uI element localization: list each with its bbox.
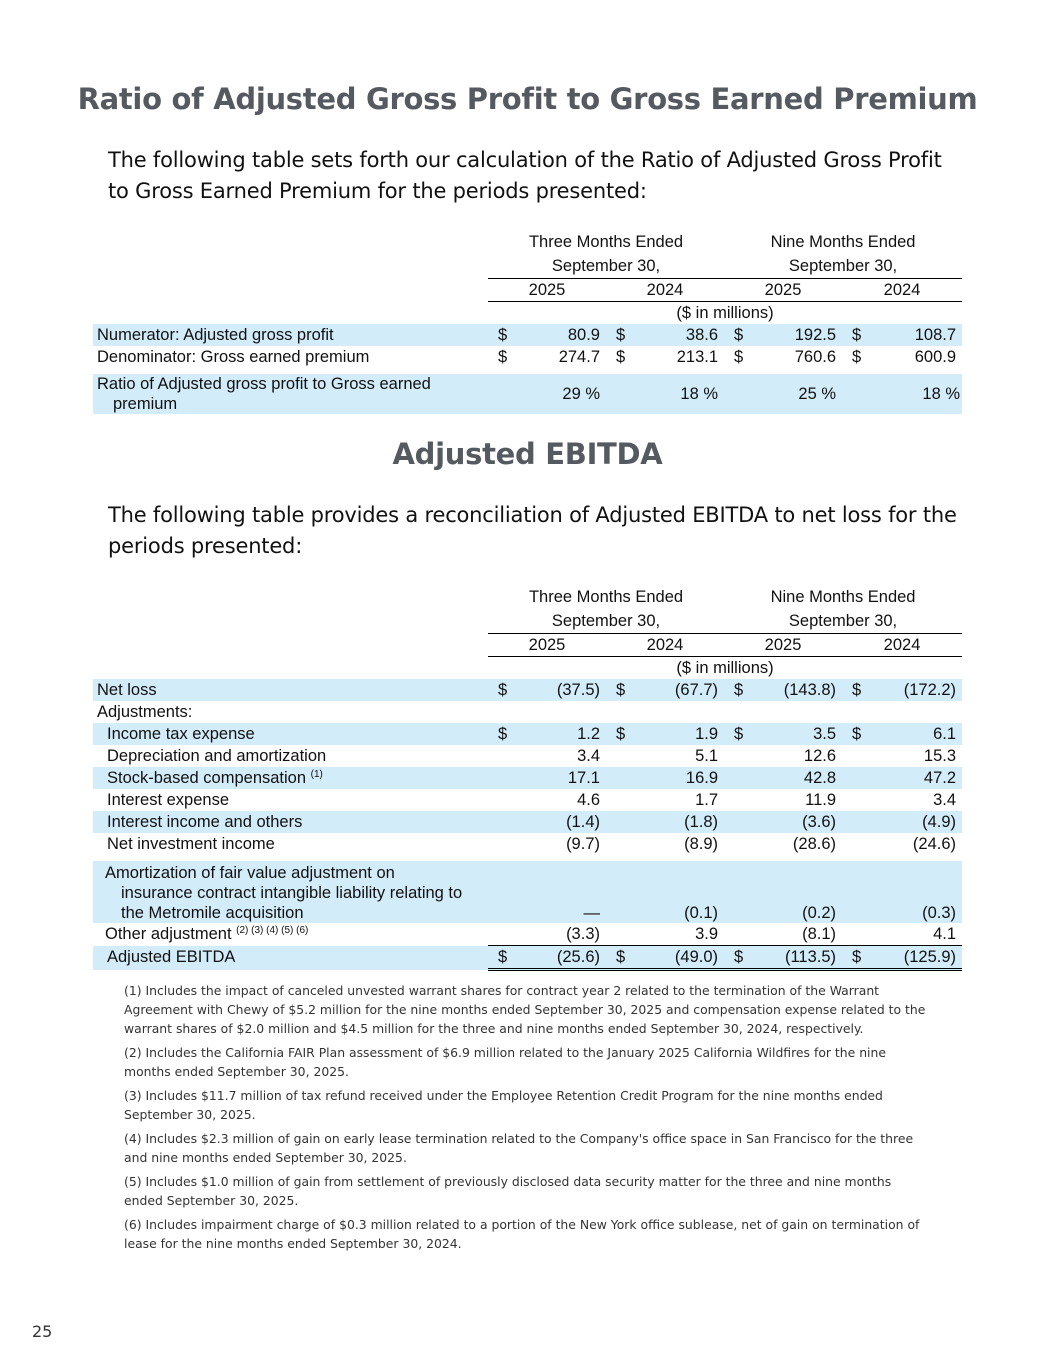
row-label: Interest income and others <box>93 811 488 833</box>
row-label <box>93 923 488 946</box>
cell-value: (3.3) <box>514 923 606 946</box>
footnote: (3) Includes $11.7 million of tax refund received under the Employee Retention Credit Program for the nine months ended September 30, 2025. <box>124 1088 883 1122</box>
row-label <box>93 374 488 414</box>
table-row <box>93 374 962 414</box>
cell-value: 25 % <box>750 374 842 414</box>
currency-symbol: $ <box>724 324 750 346</box>
footnote: (4) Includes $2.3 million of gain on early lease termination related to the Company's office space in San Francisco for the three and nine months ended September 30, 2025. <box>124 1131 914 1165</box>
header-three-months: Three Months Ended <box>528 587 684 606</box>
cell-value: 3.4 <box>577 746 600 765</box>
row-label-line: Amortization of fair value adjustment on <box>105 864 395 882</box>
currency-symbol: $ <box>724 946 750 970</box>
cell-value: (67.7) <box>632 679 724 701</box>
cell-value: 15.3 <box>923 746 957 765</box>
cell-value: 192.5 <box>750 324 842 346</box>
currency-symbol: $ <box>606 679 632 701</box>
cell-value: 600.9 <box>914 347 957 366</box>
currency-symbol: $ <box>852 347 862 366</box>
cell-value: (143.8) <box>750 679 842 701</box>
table-row <box>93 324 962 346</box>
section-title-adjusted-ebitda: Adjusted EBITDA <box>392 437 663 471</box>
currency-symbol: $ <box>842 324 868 346</box>
cell-value: 12.6 <box>803 746 837 765</box>
cell-value: 47.2 <box>868 767 962 789</box>
unit-label: ($ in millions) <box>676 303 774 322</box>
cell-value: 108.7 <box>868 324 962 346</box>
table-row <box>93 923 962 946</box>
year-header: 2024 <box>842 634 962 657</box>
cell-value: 4.6 <box>577 790 600 809</box>
header-period-end: September 30, <box>488 254 724 279</box>
row-label: Interest expense <box>107 790 229 809</box>
currency-symbol: $ <box>842 946 868 970</box>
table-row <box>93 346 962 368</box>
cell-value: (1.8) <box>632 811 724 833</box>
section-title-gross-profit-ratio: Ratio of Adjusted Gross Profit to Gross Earned Premium <box>77 82 978 116</box>
footnote: (5) Includes $1.0 million of gain from settlement of previously disclosed data security matter for the three and nine months ended September 30, 2025. <box>124 1174 892 1208</box>
cell-value: 6.1 <box>868 723 962 745</box>
cell-value: (8.1) <box>750 923 842 946</box>
row-label: Adjusted EBITDA <box>93 946 488 970</box>
gross-profit-ratio-table <box>93 230 962 414</box>
cell-value: 1.9 <box>632 723 724 745</box>
currency-symbol: $ <box>488 723 514 745</box>
header-three-months: Three Months Ended <box>528 232 684 251</box>
cell-value: 3.5 <box>750 723 842 745</box>
currency-symbol: $ <box>498 347 508 366</box>
cell-value: 42.8 <box>750 767 842 789</box>
cell-value: 11.9 <box>805 790 837 809</box>
table-row <box>93 946 962 970</box>
table-row <box>93 679 962 701</box>
row-label: Denominator: Gross earned premium <box>97 347 370 366</box>
header-nine-months: Nine Months Ended <box>770 587 916 606</box>
cell-value: 1.2 <box>514 723 606 745</box>
table-row <box>93 723 962 745</box>
row-label-line: premium <box>113 395 178 413</box>
cell-value: (4.9) <box>868 811 962 833</box>
footnote: (2) Includes the California FAIR Plan assessment of $6.9 million related to the January 2025 California Wildfires for the nine months ended September 30, 2025. <box>124 1045 886 1079</box>
currency-symbol: $ <box>842 723 868 745</box>
table-row <box>93 701 962 723</box>
currency-symbol: $ <box>606 946 632 970</box>
row-label: Net loss <box>93 679 488 701</box>
cell-value: (0.3) <box>868 861 962 923</box>
section-intro-gross-profit-ratio: The following table sets forth our calculation of the Ratio of Adjusted Gross Profit to Gross Earned Premium for the periods presented: <box>108 148 942 203</box>
row-label: Adjustments: <box>97 702 193 721</box>
currency-symbol: $ <box>488 324 514 346</box>
cell-value: (172.2) <box>868 679 962 701</box>
cell-value: 29 % <box>514 374 606 414</box>
cell-value: 16.9 <box>632 767 724 789</box>
cell-value: (0.1) <box>632 861 724 923</box>
year-header: 2025 <box>724 279 842 302</box>
cell-value: 3.4 <box>933 790 957 809</box>
year-header: 2025 <box>488 279 606 302</box>
unit-label: ($ in millions) <box>676 658 774 677</box>
currency-symbol: $ <box>842 679 868 701</box>
year-header: 2025 <box>724 634 842 657</box>
cell-value: 274.7 <box>558 347 600 366</box>
footnote-ref: (2) (3) (4) (5) (6) <box>236 924 309 936</box>
cell-value: 213.1 <box>676 347 719 366</box>
page-number: 25 <box>32 1322 53 1341</box>
cell-value: (28.6) <box>792 834 837 853</box>
table-row <box>93 767 962 789</box>
footnote-ref: (1) <box>310 768 323 780</box>
currency-symbol: $ <box>734 347 744 366</box>
cell-value: (1.4) <box>514 811 606 833</box>
adjusted-ebitda-table <box>93 585 962 971</box>
header-nine-months: Nine Months Ended <box>770 232 916 251</box>
cell-value: 18 % <box>632 374 724 414</box>
currency-symbol: $ <box>616 347 626 366</box>
cell-value: (9.7) <box>566 834 600 853</box>
row-label: Net investment income <box>107 834 275 853</box>
row-label <box>93 767 488 789</box>
header-period-end: September 30, <box>724 609 962 634</box>
cell-value: (49.0) <box>632 946 724 970</box>
row-label-line: Ratio of Adjusted gross profit to Gross earned <box>97 375 431 393</box>
currency-symbol: $ <box>724 679 750 701</box>
currency-symbol: $ <box>606 324 632 346</box>
footnote: (6) Includes impairment charge of $0.3 million related to a portion of the New York office sublease, net of gain on termination of lease for the nine months ended September 30, 2024. <box>124 1217 920 1251</box>
table-row <box>93 833 962 855</box>
row-label-text: Other adjustment <box>105 924 232 943</box>
table-row <box>93 861 962 923</box>
cell-value: (8.9) <box>684 834 719 853</box>
cell-value: 5.1 <box>695 746 719 765</box>
currency-symbol: $ <box>606 723 632 745</box>
cell-value: 1.7 <box>695 790 719 809</box>
section-intro-adjusted-ebitda: The following table provides a reconciliation of Adjusted EBITDA to net loss for the periods presented: <box>108 503 957 558</box>
footnote: (1) Includes the impact of canceled unvested warrant shares for contract year 2 related to the termination of the Warrant Agreement with Chewy of $5.2 million for the nine months ended September 30, 2025 and compensation expense related to the warrant shares of $2.0 million and $4.5 million for the three and nine months ended September 30, 2024, respectively. <box>124 983 926 1036</box>
table-row <box>93 789 962 811</box>
header-period-end: September 30, <box>488 609 724 634</box>
cell-value: 18 % <box>868 374 962 414</box>
cell-value: 4.1 <box>868 923 962 946</box>
table-row <box>93 811 962 833</box>
row-label: Numerator: Adjusted gross profit <box>93 324 488 346</box>
cell-value: (3.6) <box>750 811 842 833</box>
cell-value: — <box>514 861 606 923</box>
cell-value: (0.2) <box>750 861 842 923</box>
currency-symbol: $ <box>724 723 750 745</box>
currency-symbol: $ <box>488 946 514 970</box>
cell-value: 80.9 <box>514 324 606 346</box>
row-label-line: insurance contract intangible liability relating to <box>121 884 463 902</box>
cell-value: 3.9 <box>632 923 724 946</box>
cell-value: (37.5) <box>514 679 606 701</box>
table-row <box>93 745 962 767</box>
year-header: 2024 <box>606 279 724 302</box>
row-label-line: the Metromile acquisition <box>121 904 304 922</box>
year-header: 2025 <box>488 634 606 657</box>
cell-value: 17.1 <box>514 767 606 789</box>
year-header: 2024 <box>842 279 962 302</box>
cell-value: (125.9) <box>868 946 962 970</box>
cell-value: 38.6 <box>632 324 724 346</box>
row-label-text: Stock-based compensation <box>107 768 307 787</box>
header-period-end: September 30, <box>724 254 962 279</box>
cell-value: (25.6) <box>514 946 606 970</box>
cell-value: (113.5) <box>750 946 842 970</box>
row-label: Depreciation and amortization <box>107 746 327 765</box>
cell-value: 760.6 <box>794 347 837 366</box>
cell-value: (24.6) <box>912 834 957 853</box>
year-header: 2024 <box>606 634 724 657</box>
currency-symbol: $ <box>488 679 514 701</box>
row-label: Income tax expense <box>93 723 488 745</box>
footnotes <box>124 981 932 1258</box>
row-label <box>93 861 488 923</box>
